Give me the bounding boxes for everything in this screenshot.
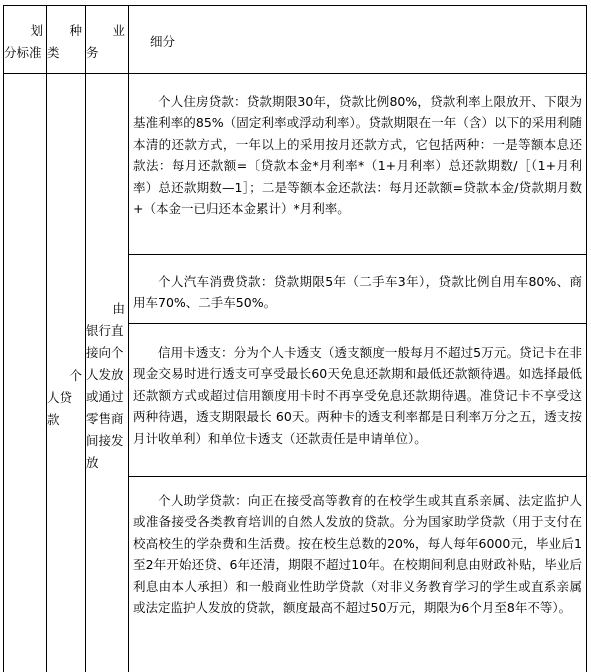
header-bottom-line — [3, 73, 587, 74]
business-line-8: 放 — [86, 455, 99, 470]
business-line-6: 零售商 — [86, 411, 124, 426]
row-divider-3 — [128, 476, 587, 477]
business-line-2: 银行直 — [86, 323, 124, 338]
header-col3-top: 业 — [112, 23, 125, 38]
row-divider-2 — [128, 323, 587, 324]
business-line-3: 接向个 — [86, 345, 124, 360]
business-line-7: 间接发 — [86, 433, 124, 448]
header-col2-top: 种 — [69, 23, 82, 38]
business-line-1: 由 — [112, 301, 125, 316]
business-line-4: 人发放 — [86, 367, 124, 382]
subdivision-auto-loan: 个人汽车消费贷款：贷款期限5年（二手车3年），贷款比例自用车80%、商用车70%、二手车50%。 — [133, 274, 582, 311]
table-border-top — [3, 5, 587, 6]
business-description — [86, 298, 128, 474]
subdivision-student-loan: 个人助学贷款：向正在接受高等教育的在校学生或其直系亲属、法定监护人或准备接受各类教育培训的自然人发放的贷款。分为国家助学贷款（用于支付在校高校生的学杂费和生活费。按在校生总数的20%，每人每年6000元，毕业后1至2年开始还贷、6年还清，期限不超过10年。在校期间利息由财政补贴，毕业后利息由本人承担）和一般商业性助学贷款（对非义务教育学习的学生或直系亲属或法定监护人发放的贷款，额度最高不超过50万元，期限为6个月至8年不等）。 — [133, 493, 582, 616]
category-line-2: 人贷 — [47, 390, 73, 405]
subdivision-housing-loan: 个人住房贷款：贷款期限30年，贷款比例80%，贷款利率上限放开、下限为基准利率的85%（固定利率或浮动利率）。贷款期限在一年（含）以下的采用利随本清的还款方式，一年以上的采用按月还款方式，它包括两种：一是等额本息还款法：每月还款额=〔贷款本金*月利率*（1+月利率）总还款期数/［（1+月利率）总还款期数—1］；二是等额本金还款法：每月还款额=贷款本金/贷款期月数+（本金一已归还本金累计）*月利率。 — [133, 94, 582, 217]
header-col1-bottom: 分标准 — [4, 45, 42, 60]
category-line-1: 个 — [69, 368, 82, 383]
header-business — [86, 20, 128, 64]
classification-standard-body — [4, 74, 46, 672]
col-divider-1 — [46, 5, 47, 672]
header-col2-bottom: 类 — [47, 45, 60, 60]
header-classification-standard — [4, 20, 46, 64]
table-border-right — [586, 5, 587, 672]
row-divider-1 — [128, 254, 587, 255]
header-col1-top: 划 — [30, 23, 43, 38]
header-subdivision: 细分 — [150, 34, 176, 49]
header-category — [47, 20, 85, 64]
subdivision-credit-card-overdraft: 信用卡透支：分为个人卡透支（透支额度一般每月不超过5万元。贷记卡在非现金交易时进行透支可享受最长60天免息还款期和最低还款额待遇。如选择最低还款额方式或超过信用额度用卡时不再享受免息还款期待遇。准贷记卡不享受这两种待遇，透支期限最长 60天。两种卡的透支利率都是日利率万分之五，透支按月计收单利）和单位卡透支（还款责任是申请单位）。 — [133, 345, 582, 446]
header-col3-bottom: 务 — [86, 45, 99, 60]
category-personal-loan — [47, 365, 85, 431]
category-line-3: 款 — [47, 412, 60, 427]
business-line-5: 或通过 — [86, 389, 124, 404]
